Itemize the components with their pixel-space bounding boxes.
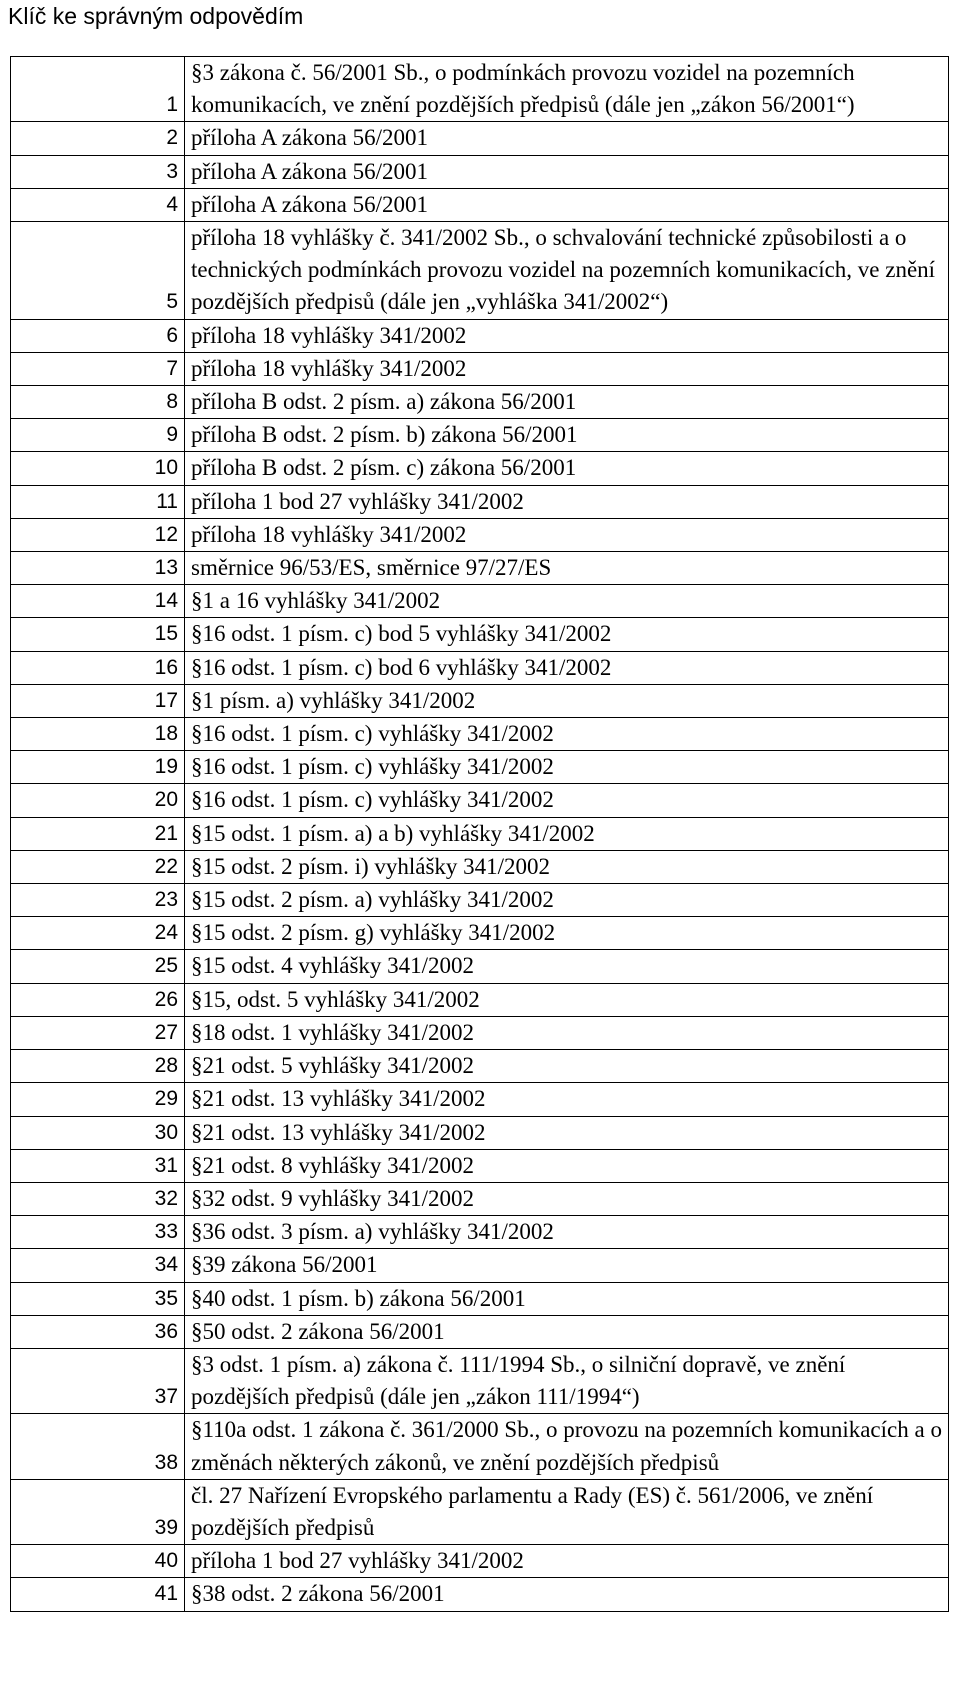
question-number: 9 [11, 419, 185, 452]
section-sign: § [191, 687, 203, 713]
question-number: 39 [11, 1479, 185, 1544]
question-number: 31 [11, 1149, 185, 1182]
legal-reference [185, 917, 949, 950]
table-row [11, 1216, 949, 1249]
reference-text: 16 odst. 1 písm. c) vyhlášky 341/2002 [202, 754, 554, 780]
legal-reference [185, 1050, 949, 1083]
table-row [11, 585, 949, 618]
reference-text: 21 odst. 13 vyhlášky 341/2002 [202, 1086, 486, 1112]
legal-reference [185, 850, 949, 883]
legal-reference [185, 452, 949, 485]
table-row [11, 1315, 949, 1348]
table-row [11, 1348, 949, 1413]
legal-reference [185, 684, 949, 717]
reference-text: příloha B odst. 2 písm. a) zákona 56/2001 [191, 389, 577, 415]
table-row [11, 1016, 949, 1049]
section-sign: § [191, 754, 203, 780]
question-number: 29 [11, 1083, 185, 1116]
legal-reference [185, 155, 949, 188]
section-sign: § [191, 1285, 203, 1311]
legal-reference [185, 817, 949, 850]
table-row [11, 1182, 949, 1215]
legal-reference [185, 222, 949, 320]
question-number: 35 [11, 1282, 185, 1315]
table-row [11, 1578, 949, 1611]
legal-reference [185, 1249, 949, 1282]
reference-text: příloha 18 vyhlášky 341/2002 [191, 521, 467, 547]
reference-text: příloha A zákona 56/2001 [191, 191, 428, 217]
table-row [11, 1249, 949, 1282]
reference-text: 15 odst. 2 písm. g) vyhlášky 341/2002 [202, 920, 556, 946]
section-sign: § [191, 920, 203, 946]
reference-text: příloha 18 vyhlášky č. 341/2002 Sb., o schvalování technické způsobilosti a o technických podmínkách provozu vozidel na pozemních komunikacích, ve znění pozdějších předpisů (dále jen „vyhláška 341/2002“) [191, 225, 936, 315]
question-number: 12 [11, 518, 185, 551]
section-sign: § [191, 588, 203, 614]
question-number: 6 [11, 319, 185, 352]
table-row [11, 1545, 949, 1578]
legal-reference [185, 1315, 949, 1348]
table-row [11, 319, 949, 352]
question-number: 8 [11, 386, 185, 419]
section-sign: § [191, 1119, 203, 1145]
question-number: 32 [11, 1182, 185, 1215]
question-number: 33 [11, 1216, 185, 1249]
answer-key-table [10, 56, 949, 1612]
question-number: 16 [11, 651, 185, 684]
section-sign: § [191, 820, 203, 846]
section-sign: § [191, 1252, 203, 1278]
legal-reference [185, 419, 949, 452]
reference-text: 3 odst. 1 písm. a) zákona č. 111/1994 Sb., o silniční dopravě, ve znění pozdějších předpisů (dále jen „zákon 111/1994“) [191, 1351, 846, 1410]
question-number: 1 [11, 57, 185, 122]
table-row [11, 684, 949, 717]
table-row [11, 386, 949, 419]
table-row [11, 817, 949, 850]
reference-text: 32 odst. 9 vyhlášky 341/2002 [202, 1185, 475, 1211]
legal-reference [185, 784, 949, 817]
section-sign: § [191, 1086, 203, 1112]
table-row [11, 884, 949, 917]
table-row [11, 552, 949, 585]
reference-text: 16 odst. 1 písm. c) vyhlášky 341/2002 [202, 721, 554, 747]
legal-reference [185, 751, 949, 784]
legal-reference [185, 1578, 949, 1611]
section-sign: § [191, 1053, 203, 1079]
table-row [11, 452, 949, 485]
legal-reference [185, 983, 949, 1016]
legal-reference [185, 1479, 949, 1544]
table-row [11, 618, 949, 651]
reference-text: příloha B odst. 2 písm. b) zákona 56/2001 [191, 422, 578, 448]
section-sign: § [191, 887, 203, 913]
question-number: 41 [11, 1578, 185, 1611]
legal-reference [185, 518, 949, 551]
reference-text: 36 odst. 3 písm. a) vyhlášky 341/2002 [202, 1219, 554, 1245]
reference-text: 18 odst. 1 vyhlášky 341/2002 [202, 1019, 475, 1045]
question-number: 30 [11, 1116, 185, 1149]
legal-reference [185, 1016, 949, 1049]
section-sign: § [191, 986, 203, 1012]
question-number: 26 [11, 983, 185, 1016]
legal-reference [185, 618, 949, 651]
legal-reference [185, 1149, 949, 1182]
question-number: 19 [11, 751, 185, 784]
question-number: 40 [11, 1545, 185, 1578]
section-sign: § [191, 853, 203, 879]
reference-text: příloha A zákona 56/2001 [191, 125, 428, 151]
legal-reference [185, 1545, 949, 1578]
reference-text: 38 odst. 2 zákona 56/2001 [202, 1581, 445, 1607]
legal-reference [185, 1083, 949, 1116]
legal-reference [185, 1182, 949, 1215]
section-sign: § [191, 1581, 203, 1607]
legal-reference [185, 57, 949, 122]
reference-text: 21 odst. 5 vyhlášky 341/2002 [202, 1053, 475, 1079]
legal-reference [185, 950, 949, 983]
legal-reference [185, 1414, 949, 1479]
section-sign: § [191, 721, 203, 747]
reference-text: 21 odst. 8 vyhlášky 341/2002 [202, 1152, 475, 1178]
reference-text: čl. 27 Nařízení Evropského parlamentu a Rady (ES) č. 561/2006, ve znění pozdějších předpisů [191, 1482, 874, 1540]
table-row [11, 155, 949, 188]
legal-reference [185, 884, 949, 917]
legal-reference [185, 1348, 949, 1413]
question-number: 7 [11, 352, 185, 385]
table-row [11, 419, 949, 452]
reference-text: 15 odst. 1 písm. a) a b) vyhlášky 341/2002 [202, 820, 595, 846]
table-row [11, 1116, 949, 1149]
table-row [11, 352, 949, 385]
question-number: 23 [11, 884, 185, 917]
table-row [11, 850, 949, 883]
question-number: 13 [11, 552, 185, 585]
table-row [11, 917, 949, 950]
table-row [11, 518, 949, 551]
question-number: 4 [11, 188, 185, 221]
section-sign: § [191, 1351, 203, 1377]
question-number: 20 [11, 784, 185, 817]
table-row [11, 57, 949, 122]
table-row [11, 651, 949, 684]
question-number: 2 [11, 122, 185, 155]
reference-text: 40 odst. 1 písm. b) zákona 56/2001 [202, 1285, 526, 1311]
reference-text: 16 odst. 1 písm. c) vyhlášky 341/2002 [202, 787, 554, 813]
table-row [11, 188, 949, 221]
reference-text: 21 odst. 13 vyhlášky 341/2002 [202, 1119, 486, 1145]
section-sign: § [191, 1417, 203, 1443]
legal-reference [185, 319, 949, 352]
table-row [11, 1479, 949, 1544]
question-number: 3 [11, 155, 185, 188]
table-row [11, 1083, 949, 1116]
table-row [11, 718, 949, 751]
reference-text: 3 zákona č. 56/2001 Sb., o podmínkách provozu vozidel na pozemních komunikacích, ve znění pozdějších předpisů (dále jen „zákon 56/2001“) [191, 60, 855, 118]
reference-text: 15 odst. 4 vyhlášky 341/2002 [202, 953, 475, 979]
reference-text: 15, odst. 5 vyhlášky 341/2002 [202, 986, 480, 1012]
section-sign: § [191, 654, 203, 680]
reference-text: příloha B odst. 2 písm. c) zákona 56/2001 [191, 455, 577, 481]
legal-reference [185, 585, 949, 618]
reference-text: směrnice 96/53/ES, směrnice 97/27/ES [191, 555, 552, 581]
section-sign: § [191, 1019, 203, 1045]
question-number: 36 [11, 1315, 185, 1348]
document-title: Klíč ke správným odpovědím [8, 3, 304, 29]
section-sign: § [191, 60, 203, 85]
question-number: 21 [11, 817, 185, 850]
section-sign: § [191, 1152, 203, 1178]
question-number: 38 [11, 1414, 185, 1479]
reference-text: příloha A zákona 56/2001 [191, 158, 428, 184]
reference-text: 50 odst. 2 zákona 56/2001 [202, 1318, 445, 1344]
reference-text: příloha 1 bod 27 vyhlášky 341/2002 [191, 1548, 524, 1574]
table-row [11, 122, 949, 155]
legal-reference [185, 122, 949, 155]
legal-reference [185, 1216, 949, 1249]
table-row [11, 222, 949, 320]
question-number: 37 [11, 1348, 185, 1413]
question-number: 10 [11, 452, 185, 485]
question-number: 25 [11, 950, 185, 983]
question-number: 18 [11, 718, 185, 751]
table-row [11, 983, 949, 1016]
question-number: 5 [11, 222, 185, 320]
table-row [11, 1414, 949, 1479]
legal-reference [185, 485, 949, 518]
table-row [11, 485, 949, 518]
section-sign: § [191, 621, 203, 647]
table-row [11, 784, 949, 817]
section-sign: § [191, 1185, 203, 1211]
question-number: 15 [11, 618, 185, 651]
table-row [11, 1050, 949, 1083]
question-number: 17 [11, 684, 185, 717]
section-sign: § [191, 953, 203, 979]
reference-text: 16 odst. 1 písm. c) bod 5 vyhlášky 341/2002 [202, 621, 612, 647]
section-sign: § [191, 1219, 203, 1245]
question-number: 27 [11, 1016, 185, 1049]
question-number: 11 [11, 485, 185, 518]
section-sign: § [191, 1318, 203, 1344]
table-row [11, 1149, 949, 1182]
legal-reference [185, 552, 949, 585]
question-number: 34 [11, 1249, 185, 1282]
table-row [11, 1282, 949, 1315]
question-number: 22 [11, 850, 185, 883]
table-row [11, 751, 949, 784]
legal-reference [185, 386, 949, 419]
reference-text: 1 a 16 vyhlášky 341/2002 [202, 588, 441, 614]
legal-reference [185, 1116, 949, 1149]
reference-text: 110a odst. 1 zákona č. 361/2000 Sb., o provozu na pozemních komunikacích a o změnách některých zákonů, ve znění pozdějších předpisů [191, 1417, 942, 1475]
question-number: 28 [11, 1050, 185, 1083]
question-number: 24 [11, 917, 185, 950]
legal-reference [185, 188, 949, 221]
reference-text: příloha 18 vyhlášky 341/2002 [191, 355, 467, 381]
reference-text: příloha 18 vyhlášky 341/2002 [191, 322, 467, 348]
question-number: 14 [11, 585, 185, 618]
section-sign: § [191, 787, 203, 813]
legal-reference [185, 1282, 949, 1315]
reference-text: 39 zákona 56/2001 [202, 1252, 378, 1278]
legal-reference [185, 718, 949, 751]
reference-text: 15 odst. 2 písm. i) vyhlášky 341/2002 [202, 853, 551, 879]
reference-text: 1 písm. a) vyhlášky 341/2002 [202, 687, 476, 713]
reference-text: 16 odst. 1 písm. c) bod 6 vyhlášky 341/2002 [202, 654, 612, 680]
answer-key-body [11, 57, 949, 1612]
table-row [11, 950, 949, 983]
legal-reference [185, 352, 949, 385]
reference-text: příloha 1 bod 27 vyhlášky 341/2002 [191, 488, 524, 514]
reference-text: 15 odst. 2 písm. a) vyhlášky 341/2002 [202, 887, 554, 913]
legal-reference [185, 651, 949, 684]
